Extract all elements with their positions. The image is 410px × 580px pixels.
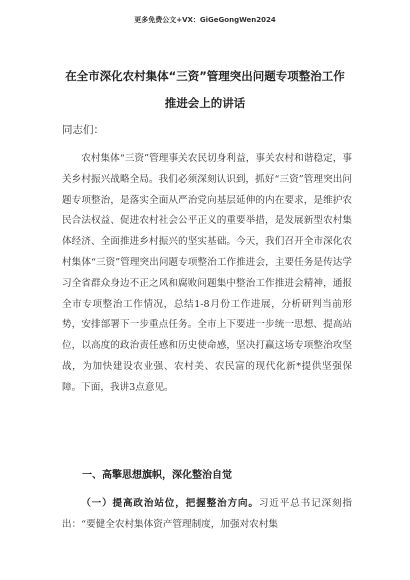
section-heading-1: 一、高擎思想旗帜，深化整治自觉: [82, 470, 232, 481]
header-note: 更多免费公文+VX：GiGeGongWen2024: [134, 16, 276, 24]
salutation: 同志们：: [62, 124, 104, 136]
paragraph-2-text: 习近平总书记深刻指出：“要健全农村集体资产管理制度，加强对农村集: [62, 498, 353, 530]
body-paragraph-2: [62, 494, 352, 536]
body-paragraph-1: 农村集体“三资”管理事关农民切身利益，事关农村和谐稳定，事关乡村振兴战略全局。我们必须深刻认识到，抓好“三资”管理突出问题专项整治，是落实全面从严治党向基层延伸的内在要求，是维护农民合法权益、促进农村社会公平正义的重要举措，是发展新型农村集体经济、全面推进乡村振兴的坚实基础。今天，我们召开全市深化农村集体“三资”管理突出问题专项整治工作推进会，主要任务是传达学习全省群众身边不正之风和腐败问题集中整治工作推进会精神，通报全市专项整治工作情况，总结1-8月份工作进展，分析研判当前形势，安排部署下一步重点任务。全市上下要进一步统一思想、提高站位，以高度的政治责任感和历史使命感，坚决打赢这场专项整治攻坚战，为加快建设农业强、农村美、农民富的现代化新*提供坚强保障。下面，我讲3点意见。: [62, 153, 352, 393]
document-title-line-1: 在全市深化农村集体“三资”管理突出问题专项整治工作: [65, 69, 345, 83]
subheading-1: （一）提高政治站位，把握整治方向。: [81, 498, 259, 509]
document-title-line-2: 推进会上的讲话: [164, 96, 246, 110]
